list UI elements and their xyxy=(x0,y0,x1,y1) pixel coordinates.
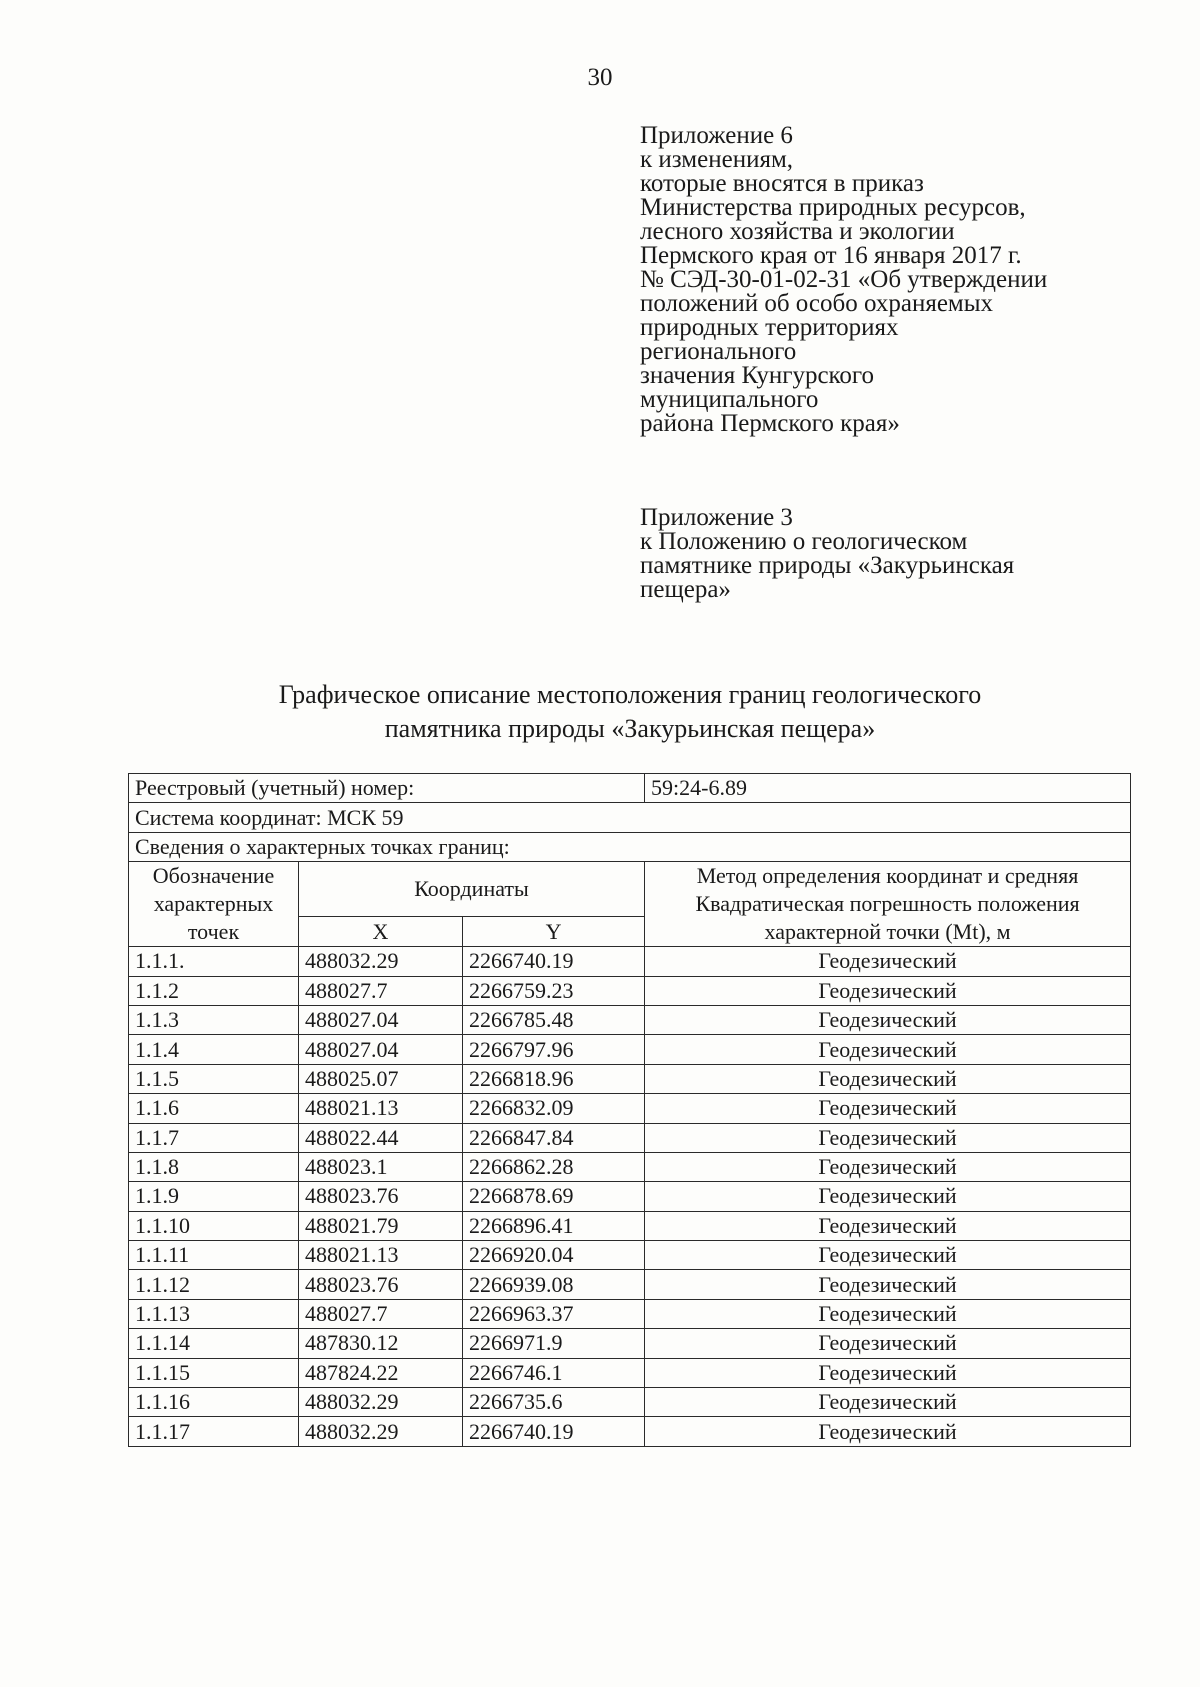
page-number: 30 xyxy=(587,64,613,91)
x-cell: 487824.22 xyxy=(299,1358,463,1387)
appendix-3-line: памятнике природы «Закурьинская xyxy=(640,552,1015,579)
table-row xyxy=(129,1299,1131,1328)
x-cell: 488027.04 xyxy=(299,1035,463,1064)
x-cell: 488023.76 xyxy=(299,1182,463,1211)
x-cell: 488022.44 xyxy=(299,1123,463,1152)
x-cell: 488032.29 xyxy=(299,1417,463,1446)
point-id-cell: 1.1.9 xyxy=(129,1182,299,1211)
y-cell: 2266847.84 xyxy=(463,1123,645,1152)
point-id-cell: 1.1.14 xyxy=(129,1329,299,1358)
method-cell: Геодезический xyxy=(645,1299,1131,1328)
table-row xyxy=(129,1182,1131,1211)
table-row xyxy=(129,1388,1131,1417)
point-id-cell: 1.1.2 xyxy=(129,976,299,1005)
appendix-6-note xyxy=(640,124,1047,436)
y-cell: 2266759.23 xyxy=(463,976,645,1005)
appendix-6-line: природных территориях xyxy=(640,314,899,341)
point-rows xyxy=(129,947,1131,1447)
y-cell: 2266862.28 xyxy=(463,1152,645,1181)
method-cell: Геодезический xyxy=(645,1005,1131,1034)
appendix-6-line: Пермского края от 16 января 2017 г. xyxy=(640,242,1022,269)
points-info: Сведения о характерных точках границ: xyxy=(129,832,1131,861)
point-id-cell: 1.1.11 xyxy=(129,1241,299,1270)
y-cell: 2266735.6 xyxy=(463,1388,645,1417)
x-cell: 488021.13 xyxy=(299,1094,463,1123)
x-cell: 488021.13 xyxy=(299,1241,463,1270)
x-cell: 488027.04 xyxy=(299,1005,463,1034)
method-cell: Геодезический xyxy=(645,1417,1131,1446)
y-cell: 2266740.19 xyxy=(463,1417,645,1446)
point-id-cell: 1.1.13 xyxy=(129,1299,299,1328)
points-info-row xyxy=(129,832,1131,861)
appendix-6-line: которые вносятся в приказ xyxy=(640,170,924,197)
appendix-6-line: к изменениям, xyxy=(640,146,794,173)
method-cell: Геодезический xyxy=(645,1035,1131,1064)
y-cell: 2266740.19 xyxy=(463,947,645,976)
table-row xyxy=(129,1094,1131,1123)
y-cell: 2266818.96 xyxy=(463,1064,645,1093)
registry-label: Реестровый (учетный) номер: xyxy=(129,774,645,803)
method-cell: Геодезический xyxy=(645,1211,1131,1240)
header-y: Y xyxy=(463,916,645,946)
y-cell: 2266878.69 xyxy=(463,1182,645,1211)
point-id-cell: 1.1.1. xyxy=(129,947,299,976)
table-row xyxy=(129,1211,1131,1240)
point-id-cell: 1.1.8 xyxy=(129,1152,299,1181)
x-cell: 488021.79 xyxy=(299,1211,463,1240)
appendix-6-line: района Пермского края» xyxy=(640,410,900,437)
table-row xyxy=(129,1358,1131,1387)
appendix-6-line: лесного хозяйства и экологии xyxy=(640,218,955,245)
method-cell: Геодезический xyxy=(645,1358,1131,1387)
header-row xyxy=(129,862,1131,917)
table-row xyxy=(129,1005,1131,1034)
method-cell: Геодезический xyxy=(645,1388,1131,1417)
point-id-cell: 1.1.15 xyxy=(129,1358,299,1387)
method-cell: Геодезический xyxy=(645,1094,1131,1123)
table-row xyxy=(129,1035,1131,1064)
appendix-6-line: муниципального xyxy=(640,386,819,413)
table-row xyxy=(129,947,1131,976)
title-line-1: Графическое описание местоположения границ геологического xyxy=(278,680,982,709)
point-id-cell: 1.1.6 xyxy=(129,1094,299,1123)
header-coordinates: Координаты xyxy=(299,862,645,917)
point-id-cell: 1.1.5 xyxy=(129,1064,299,1093)
method-cell: Геодезический xyxy=(645,1270,1131,1299)
coord-system: Система координат: МСК 59 xyxy=(129,803,1131,832)
appendix-6-line: положений об особо охраняемых xyxy=(640,290,994,317)
appendix-6-line: Приложение 6 xyxy=(640,122,793,149)
y-cell: 2266920.04 xyxy=(463,1241,645,1270)
method-cell: Геодезический xyxy=(645,1123,1131,1152)
table-row xyxy=(129,1270,1131,1299)
table-row xyxy=(129,1064,1131,1093)
y-cell: 2266971.9 xyxy=(463,1329,645,1358)
table-row xyxy=(129,1152,1131,1181)
x-cell: 488025.07 xyxy=(299,1064,463,1093)
registry-row xyxy=(129,774,1131,803)
header-designation: Обозначение характерных точек xyxy=(129,862,299,947)
appendix-6-line: № СЭД-30-01-02-31 «Об утверждении xyxy=(640,266,1048,293)
y-cell: 2266939.08 xyxy=(463,1270,645,1299)
boundary-points-table xyxy=(128,773,1131,1447)
appendix-3-line: к Положению о геологическом xyxy=(640,528,968,555)
table-row xyxy=(129,1417,1131,1446)
document-title xyxy=(0,678,1200,746)
y-cell: 2266896.41 xyxy=(463,1211,645,1240)
coord-system-row xyxy=(129,803,1131,832)
table-row xyxy=(129,1123,1131,1152)
x-cell: 488032.29 xyxy=(299,947,463,976)
y-cell: 2266832.09 xyxy=(463,1094,645,1123)
appendix-6-line: регионального xyxy=(640,338,797,365)
method-cell: Геодезический xyxy=(645,1152,1131,1181)
point-id-cell: 1.1.17 xyxy=(129,1417,299,1446)
y-cell: 2266963.37 xyxy=(463,1299,645,1328)
x-cell: 488032.29 xyxy=(299,1388,463,1417)
x-cell: 488023.76 xyxy=(299,1270,463,1299)
method-cell: Геодезический xyxy=(645,1329,1131,1358)
point-id-cell: 1.1.12 xyxy=(129,1270,299,1299)
x-cell: 488027.7 xyxy=(299,1299,463,1328)
point-id-cell: 1.1.4 xyxy=(129,1035,299,1064)
header-x: X xyxy=(299,916,463,946)
title-line-2: памятника природы «Закурьинская пещера» xyxy=(384,714,876,743)
method-cell: Геодезический xyxy=(645,976,1131,1005)
header-method: Метод определения координат и средняя Квадратическая погрешность положения характерной точки (Mt), м xyxy=(645,862,1131,947)
appendix-3-line: Приложение 3 xyxy=(640,504,793,531)
x-cell: 488023.1 xyxy=(299,1152,463,1181)
table-row xyxy=(129,1241,1131,1270)
x-cell: 488027.7 xyxy=(299,976,463,1005)
y-cell: 2266797.96 xyxy=(463,1035,645,1064)
x-cell: 487830.12 xyxy=(299,1329,463,1358)
point-id-cell: 1.1.7 xyxy=(129,1123,299,1152)
appendix-6-line: значения Кунгурского xyxy=(640,362,875,389)
point-id-cell: 1.1.16 xyxy=(129,1388,299,1417)
table-row xyxy=(129,976,1131,1005)
table-row xyxy=(129,1329,1131,1358)
method-cell: Геодезический xyxy=(645,947,1131,976)
y-cell: 2266746.1 xyxy=(463,1358,645,1387)
appendix-3-line: пещера» xyxy=(640,576,731,603)
method-cell: Геодезический xyxy=(645,1182,1131,1211)
method-cell: Геодезический xyxy=(645,1064,1131,1093)
appendix-6-line: Министерства природных ресурсов, xyxy=(640,194,1026,221)
point-id-cell: 1.1.3 xyxy=(129,1005,299,1034)
point-id-cell: 1.1.10 xyxy=(129,1211,299,1240)
method-cell: Геодезический xyxy=(645,1241,1131,1270)
appendix-3-note xyxy=(640,506,1014,602)
registry-value: 59:24-6.89 xyxy=(645,774,1131,803)
y-cell: 2266785.48 xyxy=(463,1005,645,1034)
